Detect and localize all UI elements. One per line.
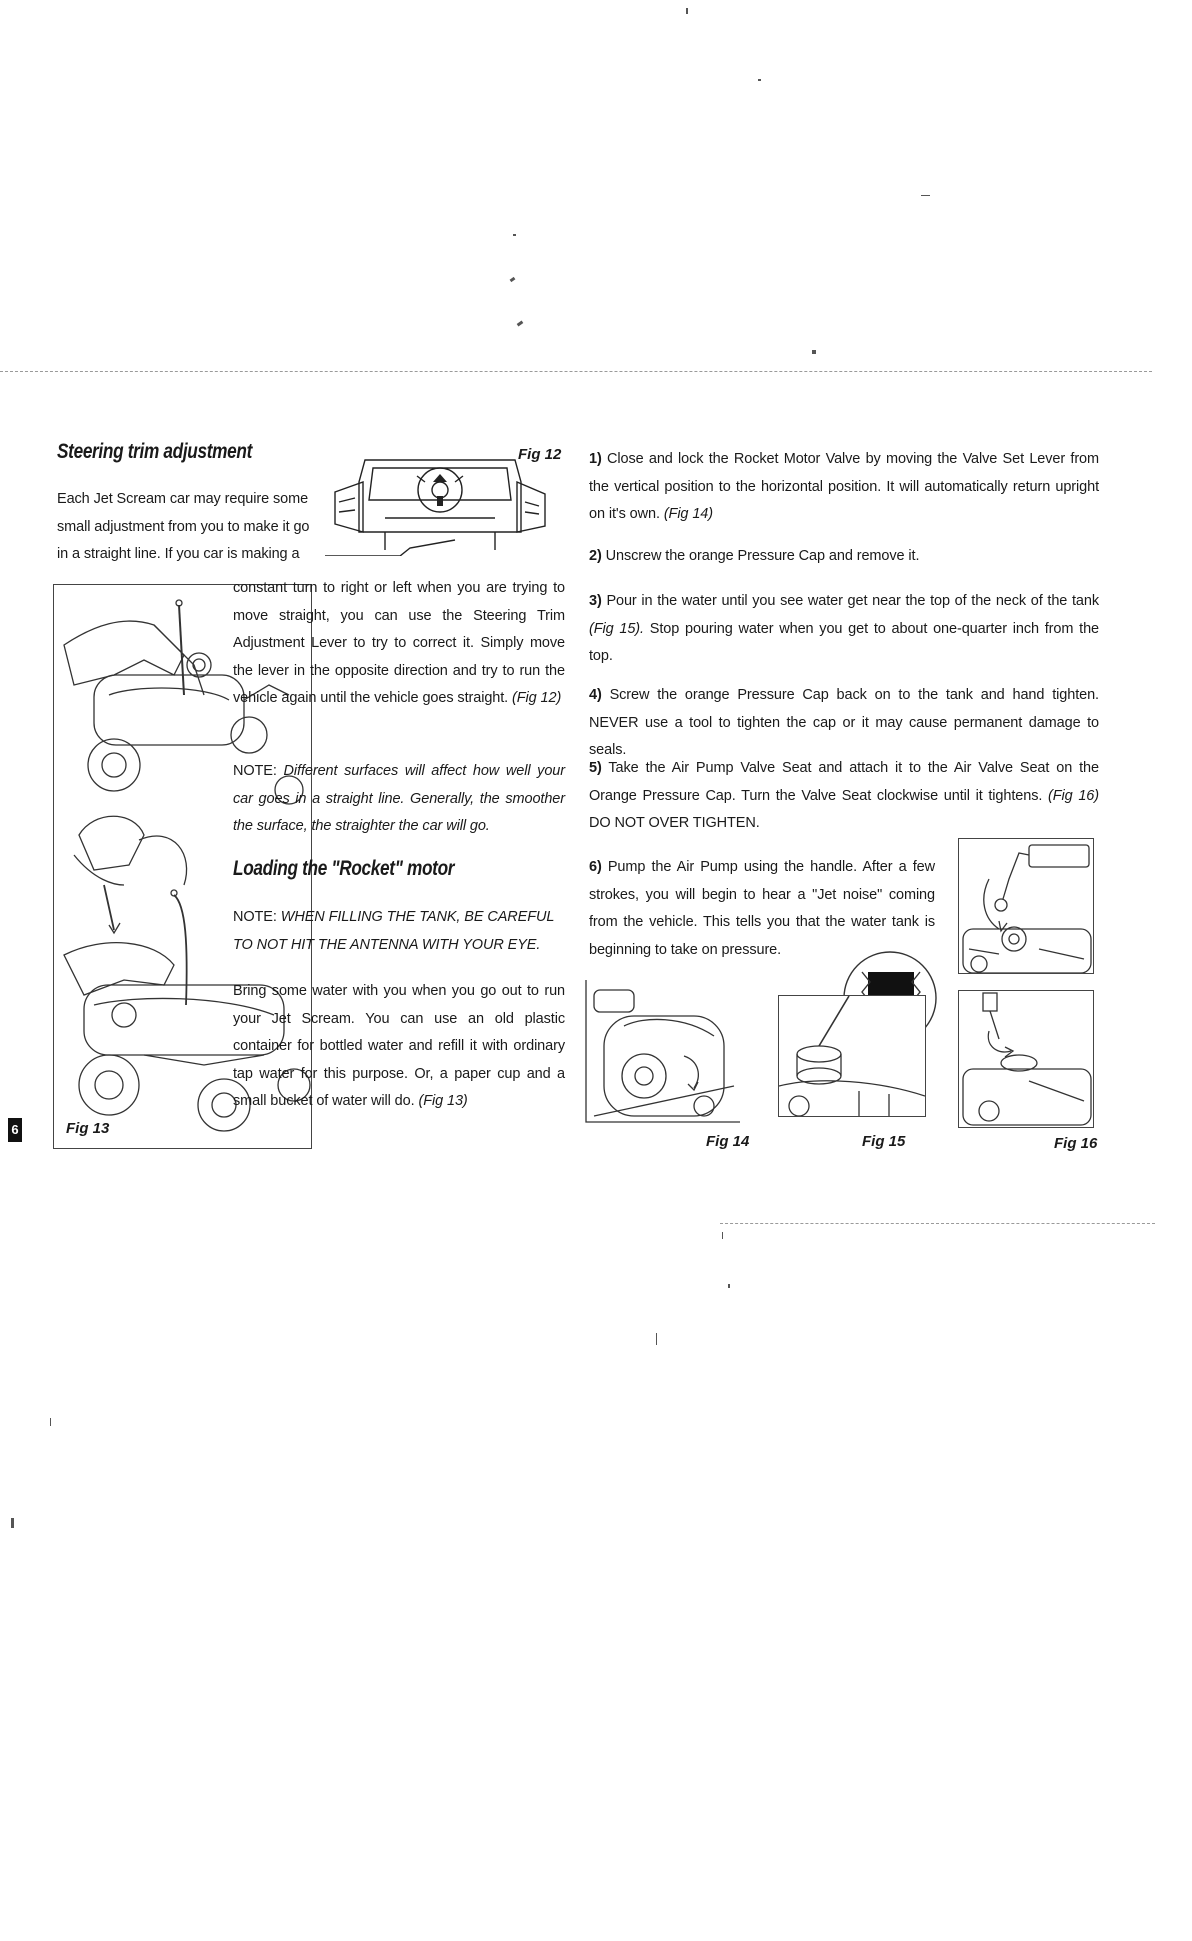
note-text: Different surfaces will affect how well your car goes in a straight line. Generally, the smoother the surface, the straighter the car will go. — [233, 763, 565, 834]
step-4-text: Screw the orange Pressure Cap back on to the tank and hand tighten. NEVER use a tool to tighten the cap or it may cause permanent damage to seals. — [589, 687, 1099, 758]
step-3-fig-ref: (Fig 15). — [589, 620, 644, 637]
fig15-label: Fig 15 — [862, 1133, 906, 1150]
step-2-text: Unscrew the orange Pressure Cap and remove it. — [605, 548, 920, 564]
scan-speck — [758, 79, 761, 81]
scan-speck — [510, 277, 516, 282]
step-3 — [589, 588, 1099, 671]
steering-fig-ref: (Fig 12) — [512, 690, 562, 706]
fig16-bottom-illustration — [959, 991, 1093, 1127]
fig14-box — [584, 976, 740, 1124]
step-1-fig-ref: (Fig 14) — [663, 506, 713, 522]
step-5-fig-ref: (Fig 16) — [1048, 787, 1099, 804]
water-paragraph — [233, 978, 565, 1116]
scan-rule-bottom — [720, 1223, 1155, 1224]
step-5-text: Take the Air Pump Valve Seat and attach it to the Air Valve Seat on the Orange Pressure Cap. Turn the Valve Seat clockwise until it tightens. — [589, 760, 1099, 804]
heading-steering-trim: Steering trim adjustment — [57, 440, 252, 463]
steering-body-text: constant turn to right or left when you are trying to move straight, you can use the Steering Trim Adjustment Lever to try to correct it. Simply move the lever in the opposite direction and try to run the vehicle again until the vehicle goes straight. — [233, 580, 565, 706]
scan-speck — [50, 1418, 51, 1426]
fig15-box — [778, 995, 926, 1117]
steering-intro-line: small adjustment from you to make it go — [57, 518, 310, 535]
step-3-text-b: Stop pouring water when you get to about one-quarter inch from the top. — [589, 620, 1100, 664]
fig14-illustration — [584, 976, 740, 1124]
step-2 — [589, 543, 1099, 571]
step-3-number: 3) — [589, 593, 602, 609]
fig15-illustration — [779, 996, 925, 1116]
note2-label: NOTE: — [233, 909, 277, 925]
steering-intro — [57, 486, 337, 569]
scan-speck — [513, 234, 516, 236]
note2-text: WHEN FILLING THE TANK, BE CAREFUL TO NOT HIT THE ANTENNA WITH YOUR EYE. — [233, 909, 555, 953]
scan-speck — [686, 8, 688, 14]
water-text: Bring some water with you when you go out to run your Jet Scream. You can use an old plastic container for bottled water and refill it with ordinary tap water for this purpose. Or, a paper cup and a small bucket of water will do. — [233, 983, 565, 1109]
steering-note — [233, 758, 565, 841]
loading-note — [233, 904, 573, 959]
fig13-label: Fig 13 — [66, 1120, 110, 1137]
step-5-text-b: DO NOT OVER TIGHTEN. — [589, 815, 760, 831]
step-4-number: 4) — [589, 687, 602, 703]
water-fig-ref: (Fig 13) — [418, 1093, 468, 1109]
scan-speck — [812, 350, 816, 354]
scan-speck — [728, 1284, 730, 1288]
step-5 — [589, 755, 1099, 838]
fig16-label: Fig 16 — [1054, 1135, 1098, 1152]
step-2-number: 2) — [589, 548, 602, 564]
steering-intro-line: in a straight line. If you car is making a — [57, 546, 300, 562]
heading-loading-rocket: Loading the "Rocket" motor — [233, 857, 455, 880]
step-6-number: 6) — [589, 859, 602, 875]
steering-body — [233, 575, 565, 713]
page-number-tab: 6 — [8, 1118, 22, 1142]
scan-speck — [722, 1232, 723, 1239]
fig16-top-illustration — [959, 839, 1093, 973]
fig12-illustration — [325, 452, 555, 556]
scan-speck — [921, 195, 930, 196]
fig14-label: Fig 14 — [706, 1133, 750, 1150]
scan-speck — [11, 1518, 14, 1528]
step-4 — [589, 682, 1099, 765]
step-6-text: Pump the Air Pump using the handle. After a few strokes, you will begin to hear a "Jet noise" coming from the vehicle. This tells you that the water tank is beginning to take on pressure. — [589, 859, 935, 958]
steering-intro-line: Each Jet Scream car may require some — [57, 491, 309, 507]
scan-rule-top — [0, 371, 1152, 372]
step-1-number: 1) — [589, 451, 602, 467]
fig16-top-box — [958, 838, 1094, 974]
step-3-text-a: Pour in the water until you see water get near the top of the neck of the tank — [606, 593, 1099, 609]
step-1-text: Close and lock the Rocket Motor Valve by moving the Valve Set Lever from the vertical position to the horizontal position. It will automatically return upright on it's own. — [589, 451, 1099, 522]
step-1 — [589, 446, 1099, 529]
note-label: NOTE: — [233, 763, 277, 779]
scan-speck — [517, 321, 524, 327]
fig16-bottom-box — [958, 990, 1094, 1128]
scan-speck — [656, 1333, 657, 1345]
fig12-label: Fig 12 — [518, 446, 562, 463]
step-5-number: 5) — [589, 760, 602, 776]
